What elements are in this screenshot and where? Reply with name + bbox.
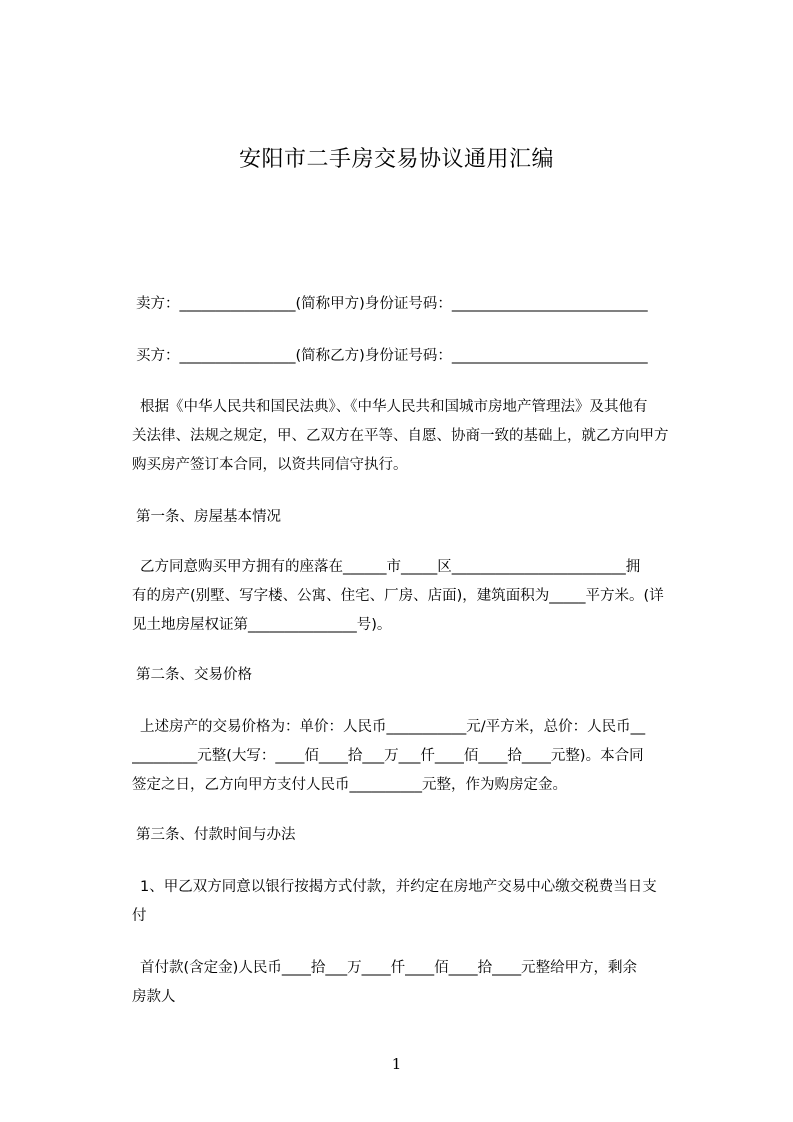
article1-paragraph	[132, 553, 702, 640]
article3-item1-line: 付	[132, 908, 147, 924]
article2-line: 上述房产的交易价格为：单价：人民币___________元/平方米，总价：人民币__	[140, 719, 646, 735]
article1-heading: 第一条、房屋基本情况	[136, 509, 281, 525]
article3-heading: 第三条、付款时间与办法	[136, 827, 296, 843]
intro-paragraph	[132, 393, 702, 480]
seller-line: 卖方：________________(简称甲方)身份证号码：___________________________	[136, 296, 648, 312]
down-payment-line: 房款人	[132, 989, 176, 1005]
document-title: 安阳市二手房交易协议通用汇编	[238, 147, 554, 172]
article2-line: 签定之日，乙方向甲方支付人民币__________元整，作为购房定金。	[132, 777, 567, 793]
article2-paragraph	[132, 713, 702, 800]
article1-line: 有的房产(别墅、写字楼、公寓、住宅、厂房、店面)，建筑面积为_____平方米。(详	[132, 588, 664, 604]
intro-line: 关法律、法规之规定，甲、乙双方在平等、自愿、协商一致的基础上，就乙方向甲方	[132, 428, 669, 444]
article2-heading: 第二条、交易价格	[136, 667, 252, 683]
article1-line: 见土地房屋权证第_______________号)。	[132, 617, 392, 633]
article3-item1-line: 1、甲乙双方同意以银行按揭方式付款，并约定在房地产交易中心缴交税费当日支	[140, 879, 657, 895]
article2-line: _________元整(大写：____佰____拾___万___仟____佰____拾____元整)。本合同	[132, 748, 644, 764]
down-payment-line: 首付款(含定金)人民币____拾___万____仟____佰____拾____元整给甲方，剩余	[140, 960, 638, 976]
intro-line: 根据《中华人民共和国民法典》、《中华人民共和国城市房地产管理法》及其他有	[140, 399, 648, 415]
article1-line: 乙方同意购买甲方拥有的座落在______市_____区________________________拥	[140, 559, 641, 575]
intro-line: 购买房产签订本合同，以资共同信守执行。	[132, 457, 408, 473]
page-number: 1	[391, 1055, 402, 1073]
buyer-line: 买方：________________(简称乙方)身份证号码：___________________________	[136, 348, 648, 364]
down-payment-paragraph	[132, 954, 702, 1012]
article3-item1-paragraph	[132, 873, 702, 931]
